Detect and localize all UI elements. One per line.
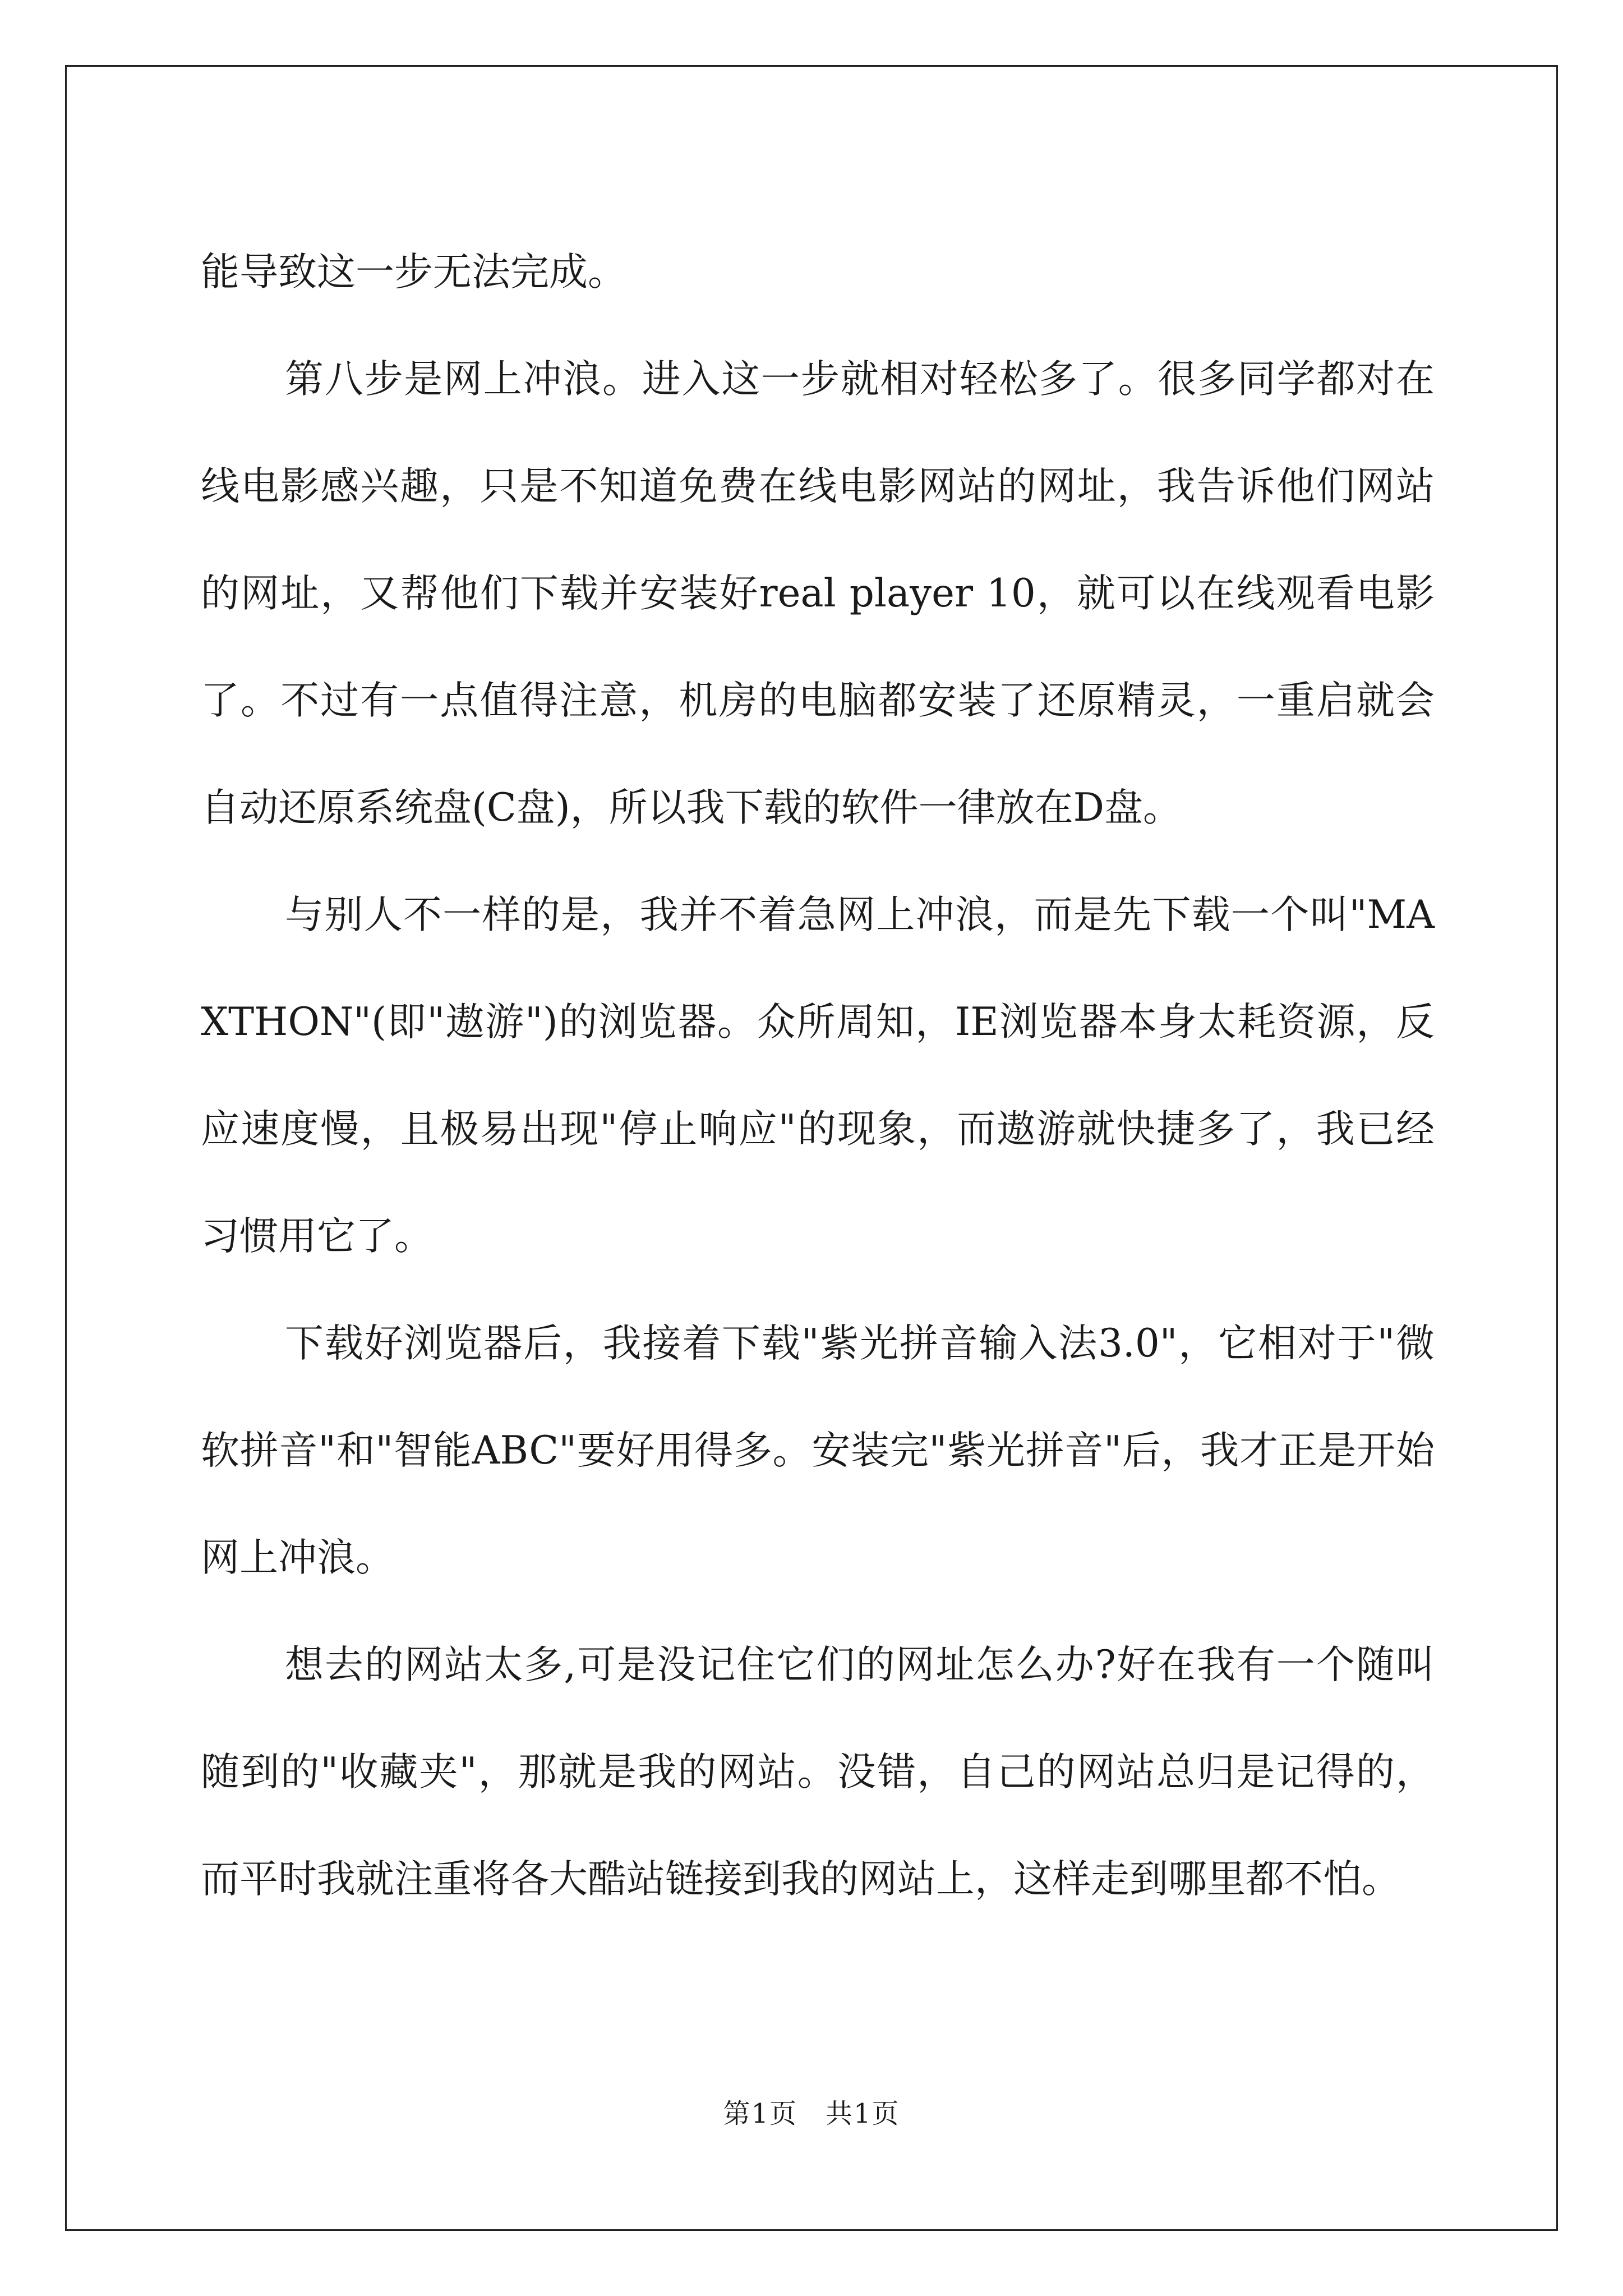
page-footer [0, 2097, 1623, 2131]
page-number-current: 第1页 [723, 2098, 797, 2129]
paragraph-1: 能导致这一步无法完成。 [201, 250, 626, 295]
paragraph-3: 与别人不一样的是，我并不着急网上冲浪，而是先下载一个叫"MAXTHON"(即"遨游")的浏览器。众所周知，IE浏览器本身太耗资源，反应速度慢，且极易出现"停止响应"的现象，而遨游就快捷多了，我已经习惯用它了。 [201, 892, 1435, 1259]
paragraph-5: 想去的网站太多,可是没记住它们的网址怎么办?好在我有一个随叫随到的"收藏夹"，那就是我的网站。没错，自己的网站总归是记得的，而平时我就注重将各大酷站链接到我的网站上，这样走到哪里都不怕。 [201, 1642, 1435, 1902]
paragraph-2: 第八步是网上冲浪。进入这一步就相对轻松多了。很多同学都对在线电影感兴趣，只是不知道免费在线电影网站的网址，我告诉他们网站的网址，又帮他们下载并安装好real player 10，就可以在线观看电影了。不过有一点值得注意，机房的电脑都安装了还原精灵，一重启就会自动还原系统盘(C盘)，所以我下载的软件一律放在D盘。 [201, 357, 1435, 830]
document-body [201, 219, 1435, 1933]
page-number-total: 共1页 [826, 2098, 900, 2129]
paragraph-4: 下载好浏览器后，我接着下载"紫光拼音输入法3.0"，它相对于"微软拼音"和"智能ABC"要好用得多。安装完"紫光拼音"后，我才正是开始网上冲浪。 [201, 1321, 1435, 1580]
